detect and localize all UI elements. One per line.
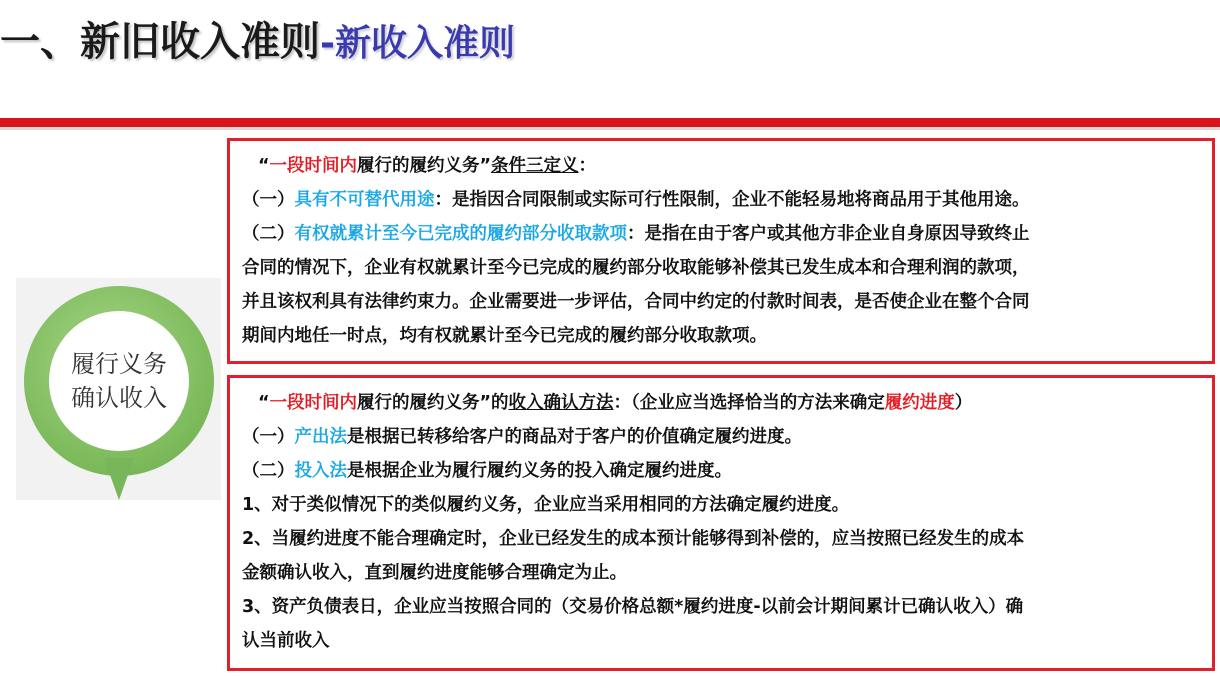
- box2-text-line: 认当前收入: [242, 631, 330, 651]
- heading-mid2: ：（企业应当选择恰当的方法来确定: [613, 393, 885, 413]
- red-highlight: 一段时间内: [269, 156, 358, 176]
- heading-mid: 履行的履约义务”的: [357, 393, 509, 413]
- blue-highlight: 有权就累计至今已完成的履约部分收取款项: [294, 224, 627, 244]
- blue-highlight: 产出法: [294, 427, 347, 447]
- item-text: ：是指在由于客户或其他方非企业自身原因导致终止: [627, 224, 1030, 244]
- heading-end: ）: [954, 393, 973, 413]
- box2-text-line: 2、当履约进度不能合理确定时，企业已经发生的成本预计能够得到补偿的，应当按照已经发生的成本: [242, 529, 1025, 549]
- title-sub: 新收入准则: [334, 23, 515, 64]
- slide-title: [0, 12, 515, 72]
- title-main: 一、新旧收入准则: [0, 19, 320, 65]
- method-box: [227, 375, 1215, 671]
- heading-underlined: 条件三定义: [491, 156, 579, 176]
- pin-label: [49, 311, 189, 451]
- box1-text-line: 合同的情况下，企业有权就累计至今已完成的履约部分收取能够补偿其已发生成本和合理利润的款项，: [242, 258, 1030, 278]
- box1-item-1: [242, 183, 1200, 217]
- heading-underlined: 收入确认方法: [508, 393, 614, 413]
- heading-end: ：: [578, 156, 597, 176]
- pin-label-line2: 确认收入: [71, 384, 167, 412]
- box1-item-2: [242, 217, 1200, 251]
- box2-item-1: [242, 420, 1200, 454]
- box2-item-2: [242, 454, 1200, 488]
- quote-open: “: [258, 393, 270, 413]
- box2-text-line: 1、对于类似情况下的类似履约义务，企业应当采用相同的方法确定履约进度。: [242, 495, 850, 515]
- pin-tip: [104, 458, 134, 500]
- title-dash: -: [320, 23, 335, 64]
- item-prefix: （一）: [242, 427, 295, 447]
- box2-text-line: 3、资产负债表日，企业应当按照合同的（交易价格总额*履约进度-以前会计期间累计已确认收入）确: [242, 597, 1024, 617]
- heading-mid: 履行的履约义务”: [357, 156, 492, 176]
- red-highlight-2: 履约进度: [884, 393, 955, 413]
- item-prefix: （二）: [242, 224, 295, 244]
- box2-text-line: 金额确认收入，直到履约进度能够合理确定为止。: [242, 563, 627, 583]
- grey-divider: [0, 127, 1220, 130]
- blue-highlight: 投入法: [294, 461, 347, 481]
- item-prefix: （二）: [242, 461, 295, 481]
- quote-open: “: [258, 156, 270, 176]
- blue-highlight: 具有不可替代用途: [294, 190, 435, 210]
- box1-heading: [242, 149, 1200, 183]
- item-text: 是根据企业为履行履约义务的投入确定履约进度。: [347, 461, 732, 481]
- red-divider: [0, 118, 1220, 127]
- item-text: 是根据已转移给客户的商品对于客户的价值确定履约进度。: [347, 427, 802, 447]
- item-prefix: （一）: [242, 190, 295, 210]
- definition-box: [227, 138, 1215, 364]
- item-text: ：是指因合同限制或实际可行性限制，企业不能轻易地将商品用于其他用途。: [434, 190, 1030, 210]
- pin-label-line1: 履行义务: [71, 350, 167, 378]
- box2-heading: [242, 386, 1200, 420]
- box1-text-line: 并且该权利具有法律约束力。企业需要进一步评估，合同中约定的付款时间表，是否使企业在整个合同: [242, 292, 1030, 312]
- location-pin-graphic: [16, 278, 221, 500]
- box1-text-line: 期间内地任一时点，均有权就累计至今已完成的履约部分收取款项。: [242, 326, 767, 346]
- red-highlight: 一段时间内: [269, 393, 358, 413]
